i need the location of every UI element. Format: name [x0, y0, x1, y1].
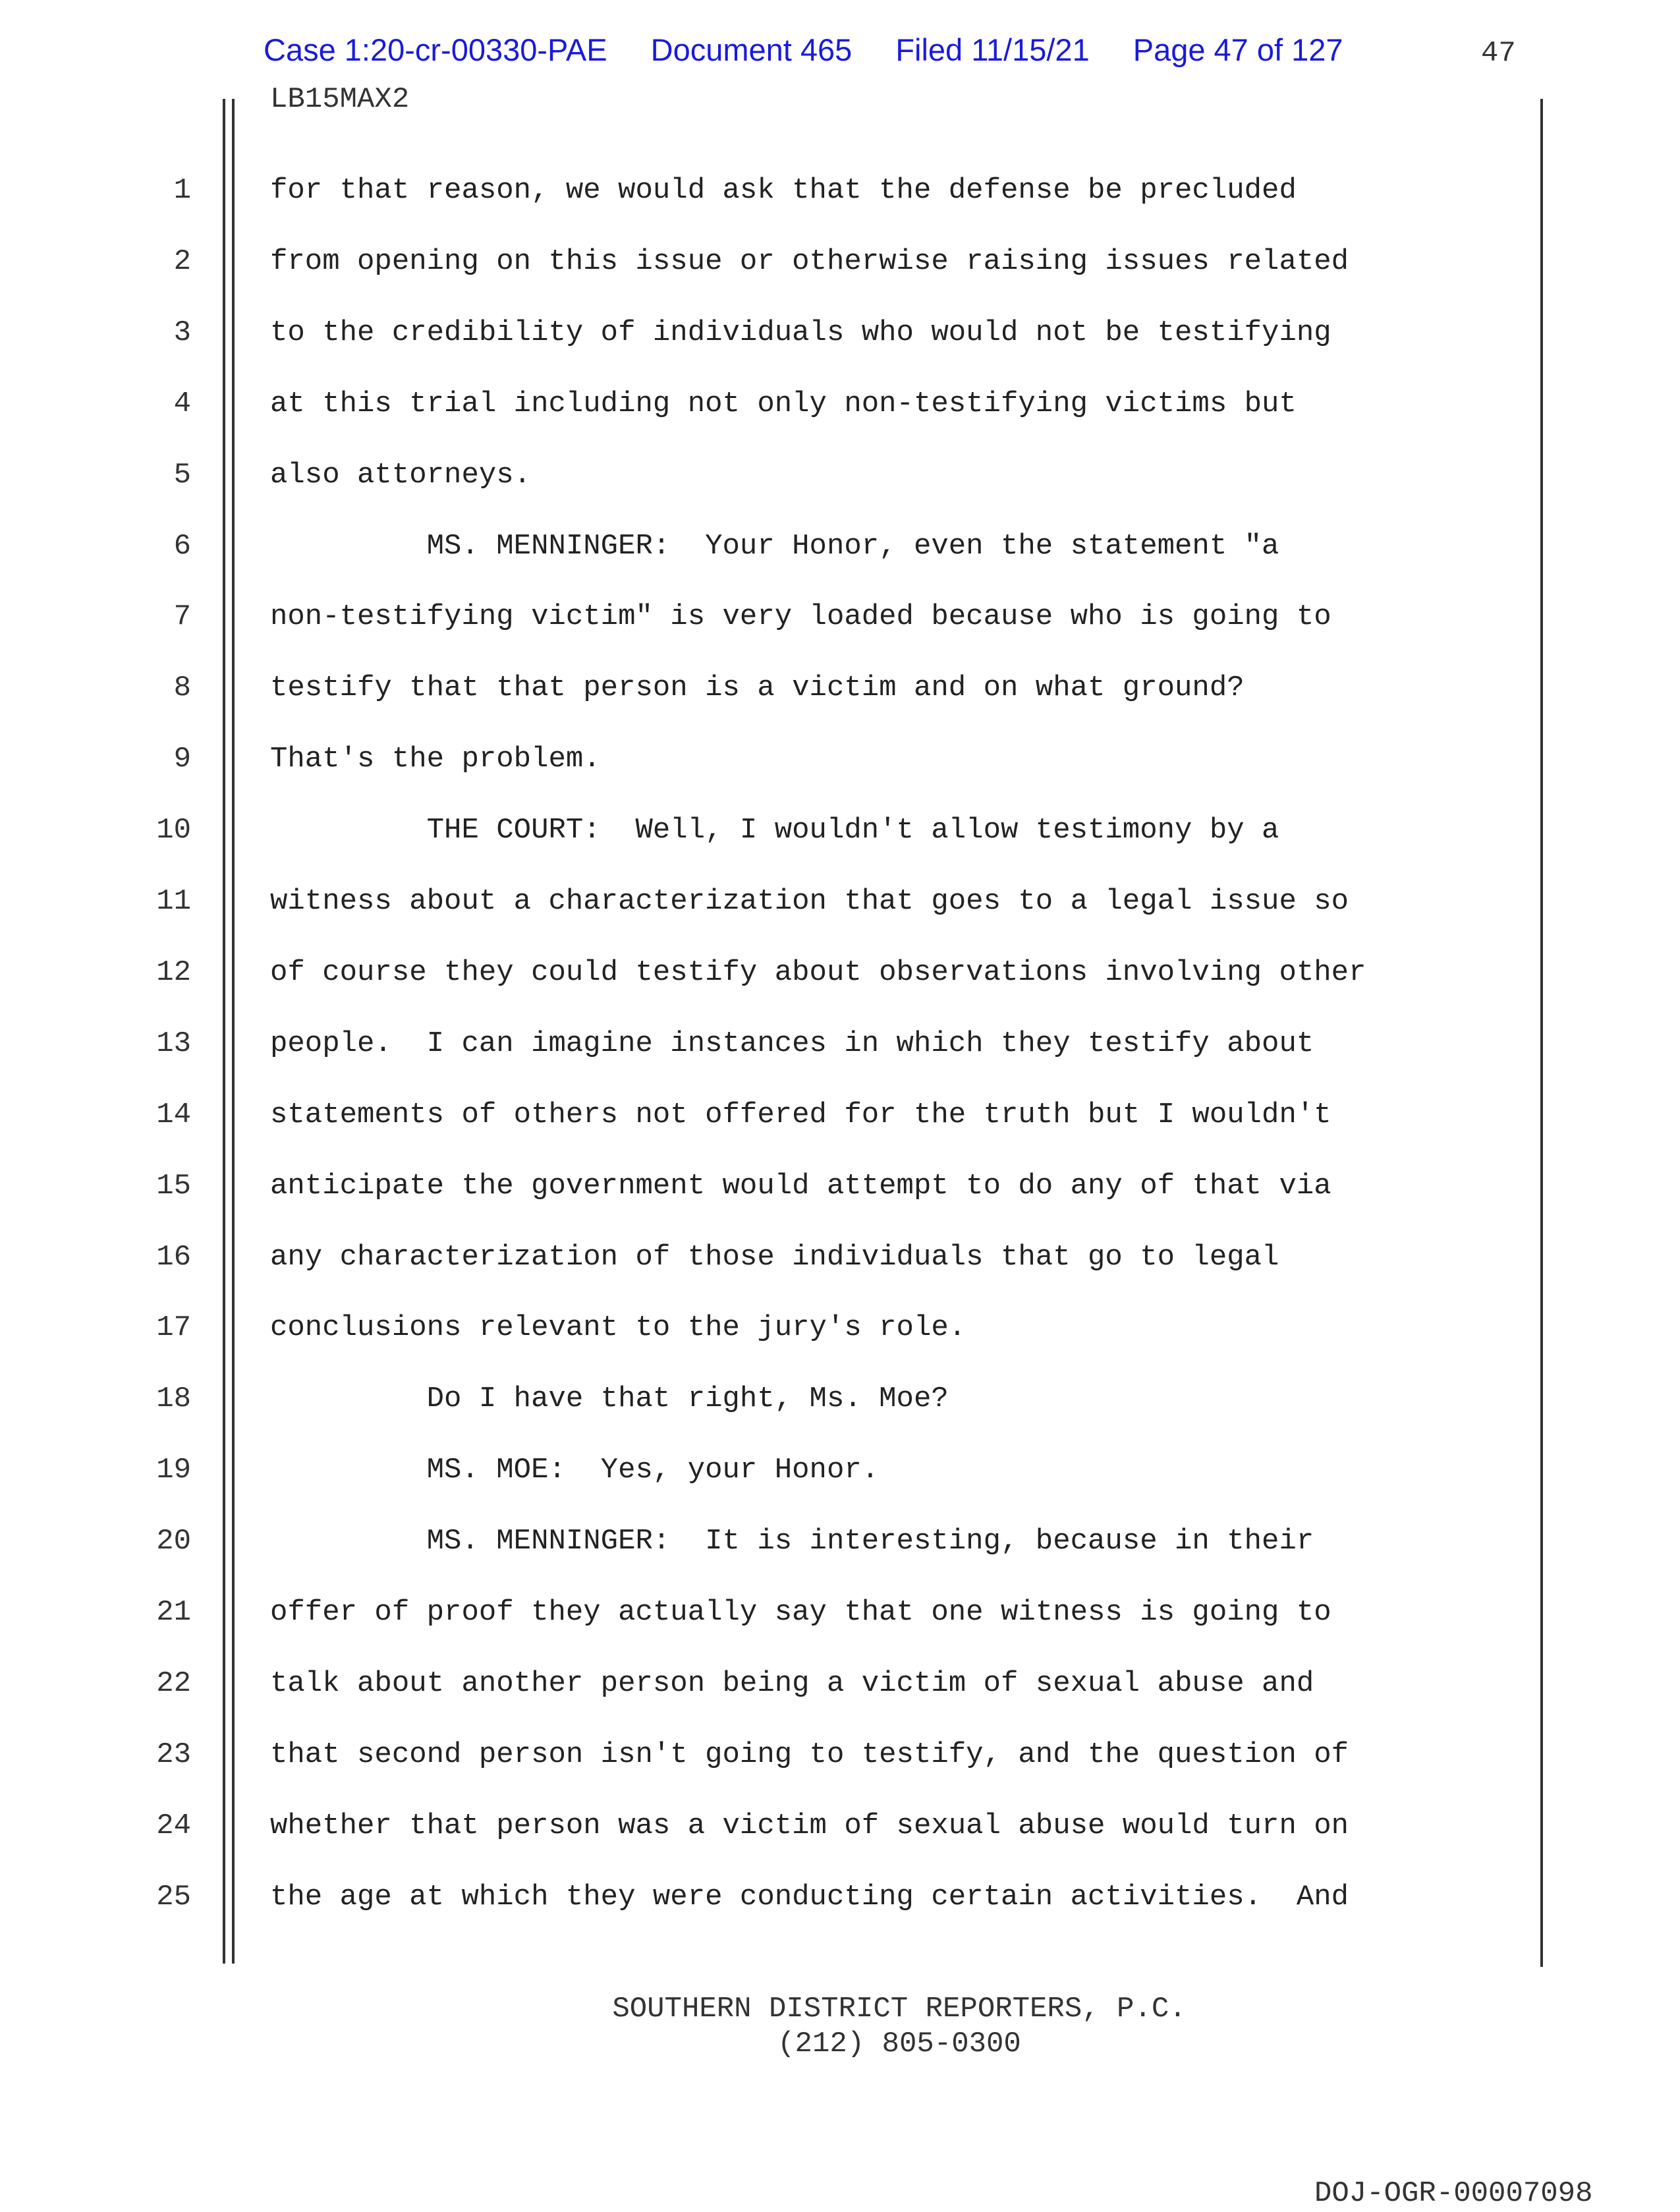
filing-header [264, 32, 1387, 68]
line-number: 21 [156, 1596, 191, 1629]
line-number: 9 [173, 743, 191, 776]
transcript-line: Do I have that right, Ms. Moe? [270, 1382, 949, 1415]
line-number: 20 [156, 1525, 191, 1558]
line-number: 2 [173, 245, 191, 278]
transcript-line: also attorneys. [270, 459, 532, 492]
reporter-name: SOUTHERN DISTRICT REPORTERS, P.C. [612, 1993, 1187, 2026]
case-code: LB15MAX2 [270, 83, 410, 116]
transcript-line: anticipate the government would attempt to do any of that via [270, 1170, 1331, 1203]
transcript-line: talk about another person being a victim of sexual abuse and [270, 1667, 1314, 1700]
page-of-total: Page 47 of 127 [1133, 32, 1343, 67]
line-number: 17 [156, 1311, 191, 1344]
line-number: 13 [156, 1027, 191, 1060]
line-number: 18 [156, 1382, 191, 1415]
transcript-line: any characterization of those individuals that go to legal [270, 1241, 1279, 1274]
line-number: 7 [173, 600, 191, 633]
transcript-line: testify that that person is a victim and on what ground? [270, 671, 1245, 704]
transcript-page-number: 47 [1481, 37, 1516, 70]
line-number: 15 [156, 1170, 191, 1203]
line-number: 25 [156, 1881, 191, 1914]
transcript-line: conclusions relevant to the jury's role. [270, 1311, 966, 1344]
transcript-line: offer of proof they actually say that one witness is going to [270, 1596, 1331, 1629]
line-number: 1 [173, 174, 191, 207]
line-number: 11 [156, 885, 191, 918]
transcript-line: That's the problem. [270, 743, 601, 776]
line-number: 19 [156, 1454, 191, 1487]
transcript-line: for that reason, we would ask that the defense be precluded [270, 174, 1297, 207]
transcript-line: to the credibility of individuals who would not be testifying [270, 316, 1331, 349]
line-number: 16 [156, 1241, 191, 1274]
transcript-line: MS. MENNINGER: Your Honor, even the statement "a [270, 530, 1279, 563]
transcript-line: MS. MOE: Yes, your Honor. [270, 1454, 880, 1487]
reporter-phone: (212) 805-0300 [777, 2028, 1021, 2060]
line-number: 3 [173, 316, 191, 349]
transcript-line: of course they could testify about observations involving other [270, 956, 1366, 989]
line-number: 24 [156, 1809, 191, 1842]
left-rule-outer [223, 99, 225, 1964]
line-number: 12 [156, 956, 191, 989]
line-number: 8 [173, 671, 191, 704]
transcript-line: statements of others not offered for the truth but I wouldn't [270, 1098, 1331, 1131]
line-number: 10 [156, 814, 191, 847]
transcript-line: witness about a characterization that goes to a legal issue so [270, 885, 1349, 918]
line-number: 22 [156, 1667, 191, 1700]
transcript-line: non-testifying victim" is very loaded because who is going to [270, 600, 1331, 633]
bates-number: DOJ-OGR-00007098 [1314, 2177, 1593, 2210]
transcript-line: the age at which they were conducting certain activities. And [270, 1881, 1349, 1914]
right-rule [1540, 99, 1543, 1967]
line-number: 5 [173, 459, 191, 492]
transcript-line: THE COURT: Well, I wouldn't allow testimony by a [270, 814, 1279, 847]
transcript-line: people. I can imagine instances in which they testify about [270, 1027, 1314, 1060]
left-rule-inner [232, 99, 235, 1964]
transcript-line: at this trial including not only non-testifying victims but [270, 387, 1297, 420]
transcript-line: whether that person was a victim of sexual abuse would turn on [270, 1809, 1349, 1842]
transcript-line: from opening on this issue or otherwise raising issues related [270, 245, 1349, 278]
document-number: Document 465 [650, 32, 853, 67]
case-number: Case 1:20-cr-00330-PAE [264, 32, 607, 67]
line-number: 14 [156, 1098, 191, 1131]
filed-date: Filed 11/15/21 [895, 32, 1090, 67]
transcript-line: that second person isn't going to testify, and the question of [270, 1738, 1349, 1771]
line-number: 4 [173, 387, 191, 420]
transcript-line: MS. MENNINGER: It is interesting, because in their [270, 1525, 1314, 1558]
line-number: 6 [173, 530, 191, 563]
line-number: 23 [156, 1738, 191, 1771]
